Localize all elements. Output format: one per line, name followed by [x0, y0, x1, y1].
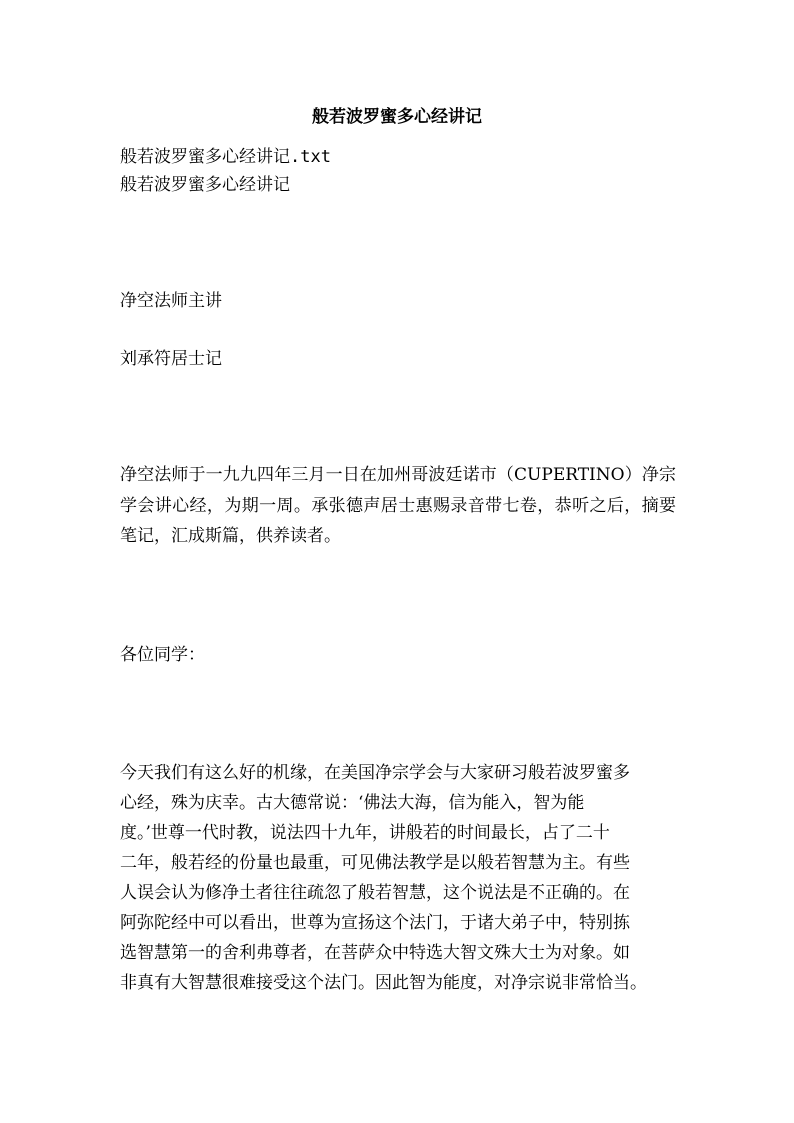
speaker-line: 净空法师主讲: [120, 291, 222, 311]
filename-line: 般若波罗蜜多心经讲记.txt: [120, 147, 331, 167]
body-line: 二年，般若经的份量也最重，可见佛法教学是以般若智慧为主。有些: [120, 853, 630, 873]
document-title: 般若波罗蜜多心经讲记: [312, 107, 482, 127]
body-line: 选智慧第一的舍利弗尊者，在菩萨众中特选大智文殊大士为对象。如: [120, 943, 630, 963]
body-line: 阿弥陀经中可以看出，世尊为宣扬这个法门，于诸大弟子中，特别拣: [120, 913, 630, 933]
preface-paragraph: 净空法师于一九九四年三月一日在加州哥波廷诺市（CUPERTINO）净宗学会讲心经，为期一周。承张德声居士惠赐录音带七卷，恭听之后，摘要笔记，汇成斯篇，供养读者。: [120, 465, 676, 547]
body-line: 今天我们有这么好的机缘，在美国净宗学会与大家研习般若波罗蜜多: [120, 763, 630, 783]
body-line: 人误会认为修净土者往往疏忽了般若智慧，这个说法是不正确的。在: [120, 883, 630, 903]
body-line: 心经，殊为庆幸。古大德常说：‘佛法大海，信为能入，智为能: [120, 793, 585, 813]
subtitle-line: 般若波罗蜜多心经讲记: [120, 175, 290, 195]
recorder-line: 刘承符居士记: [120, 349, 222, 369]
salutation-line: 各位同学：: [120, 645, 205, 665]
body-line: 非真有大智慧很难接受这个法门。因此智为能度，对净宗说非常恰当。: [120, 973, 647, 993]
body-line: 度。’世尊一代时教，说法四十九年，讲般若的时间最长，占了二十: [120, 823, 610, 843]
